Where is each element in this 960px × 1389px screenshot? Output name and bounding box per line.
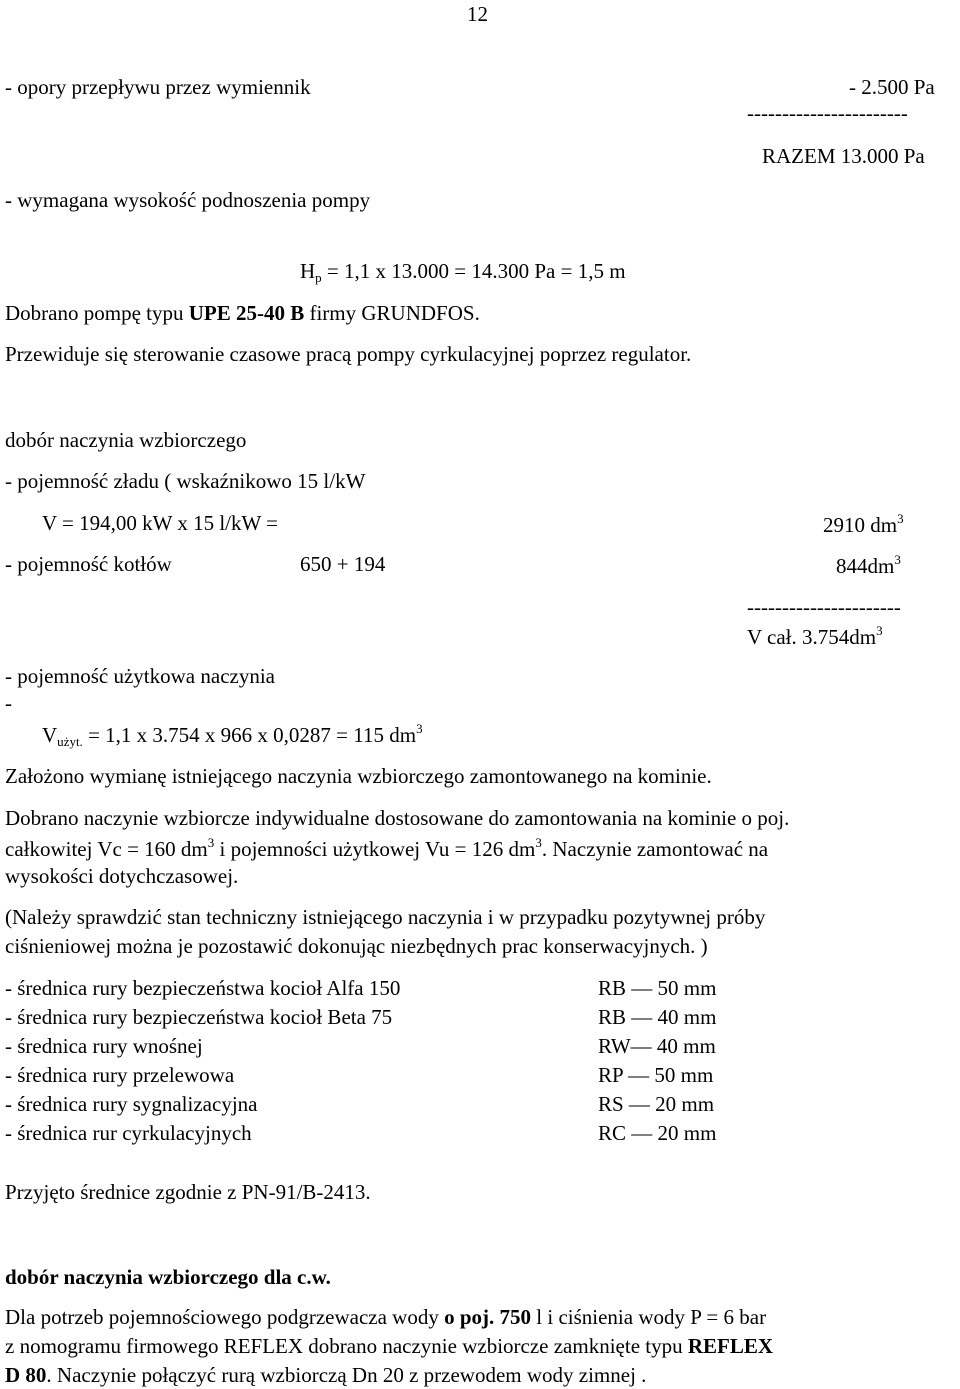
pump-choice: Dobrano pompę typu UPE 25-40 B firmy GRUNDFOS. xyxy=(5,301,480,325)
useful-volume-label: - pojemność użytkowa naczynia xyxy=(5,664,275,688)
pipe-row-label: - średnica rur cyrkulacyjnych xyxy=(5,1121,252,1145)
total-separator: ---------------------- xyxy=(747,595,901,619)
system-volume-label: - pojemność zładu ( wskaźnikowo 15 l/kW xyxy=(5,469,366,493)
inspection-note-line-2: ciśnieniowej można je pozostawić dokonując niezbędnych prac konserwacyjnych. ) xyxy=(5,934,708,958)
pipe-row-value: RW— 40 mm xyxy=(598,1034,716,1058)
section-heading-cw: dobór naczynia wzbiorczego dla c.w. xyxy=(5,1265,331,1289)
pump-head-label: - wymagana wysokość podnoszenia pompy xyxy=(5,188,371,212)
boiler-volume-label: - pojemność kotłów xyxy=(5,552,172,576)
pipe-row-value: RC — 20 mm xyxy=(598,1121,717,1145)
system-volume-value: 2910 $dm^3$ xyxy=(823,511,904,537)
cw-paragraph-line-3: D 80. Naczynie połączyć rurą wzbiorczą Dn 20 z przewodem wody zimnej . xyxy=(5,1363,647,1387)
sum-separator: ----------------------- xyxy=(747,101,908,125)
pipe-row-label: - średnica rury wnośnej xyxy=(5,1034,203,1058)
page-number: 12 xyxy=(467,2,488,26)
standard-note: Przyjęto średnice zgodnie z PN-91/B-2413. xyxy=(5,1180,371,1204)
cw-paragraph-line-1: Dla potrzeb pojemnościowego podgrzewacza wody o poj. 750 l i ciśnienia wody P = 6 bar xyxy=(5,1305,767,1329)
bullet-dash: - xyxy=(5,691,12,715)
assumption-note: Założono wymianę istniejącego naczynia wzbiorczego zamontowanego na kominie. xyxy=(5,764,712,788)
pump-control-note: Przewiduje się sterowanie czasowe pracą pompy cyrkulacyjnej poprzez regulator. xyxy=(5,342,692,366)
pump-head-formula: $H_p = 1,1$ x 13.000 = 14.300 Pa = 1,5 m xyxy=(300,259,626,285)
pipe-row-label: - średnica rury bezpieczeństwa kocioł Alfa 150 xyxy=(5,976,401,1000)
pipe-row-value: RS — 20 mm xyxy=(598,1092,715,1116)
pipe-row-value: RB — 50 mm xyxy=(598,976,717,1000)
pipe-row-label: - średnica rury sygnalizacyjna xyxy=(5,1092,258,1116)
cw-paragraph-line-2: z nomogramu firmowego REFLEX dobrano naczynie wzbiorcze zamknięte typu REFLEX xyxy=(5,1334,774,1358)
flow-resistance-value: - 2.500 Pa xyxy=(849,75,935,99)
pipe-row-label: - średnica rury bezpieczeństwa kocioł Beta 75 xyxy=(5,1005,393,1029)
boiler-volume-formula: 650 + 194 xyxy=(300,552,386,576)
system-volume-formula: V = 194,00 kW x 15 l/kW = xyxy=(42,511,279,535)
inspection-note-line-1: (Należy sprawdzić stan techniczny istniejącego naczynia i w przypadku pozytywnej próby xyxy=(5,905,766,929)
sum-total: RAZEM 13.000 Pa xyxy=(762,144,925,168)
total-volume: V cał. $3.754dm^3$ xyxy=(747,623,883,649)
boiler-volume-value: $844dm^3$ xyxy=(836,552,901,578)
chosen-vessel-line-3: wysokości dotychczasowej. xyxy=(5,864,239,888)
section-heading: dobór naczynia wzbiorczego xyxy=(5,428,247,452)
pipe-row-value: RP — 50 mm xyxy=(598,1063,714,1087)
pipe-row-value: RB — 40 mm xyxy=(598,1005,717,1029)
useful-volume-formula: $V_{użyt.} = 1,1$ x 3.754 x 966 x 0,0287 = 115 $dm^3$ xyxy=(42,721,423,749)
chosen-vessel-line-1: Dobrano naczynie wzbiorcze indywidualne dostosowane do zamontowania na kominie o poj. xyxy=(5,806,790,830)
pipe-row-label: - średnica rury przelewowa xyxy=(5,1063,235,1087)
chosen-vessel-line-2: całkowitej Vc = 160 $dm^3$ i pojemności użytkowej Vu = 126 $dm^3$. Naczynie zamontować na xyxy=(5,835,769,861)
flow-resistance-label: - opory przepływu przez wymiennik xyxy=(5,75,311,99)
